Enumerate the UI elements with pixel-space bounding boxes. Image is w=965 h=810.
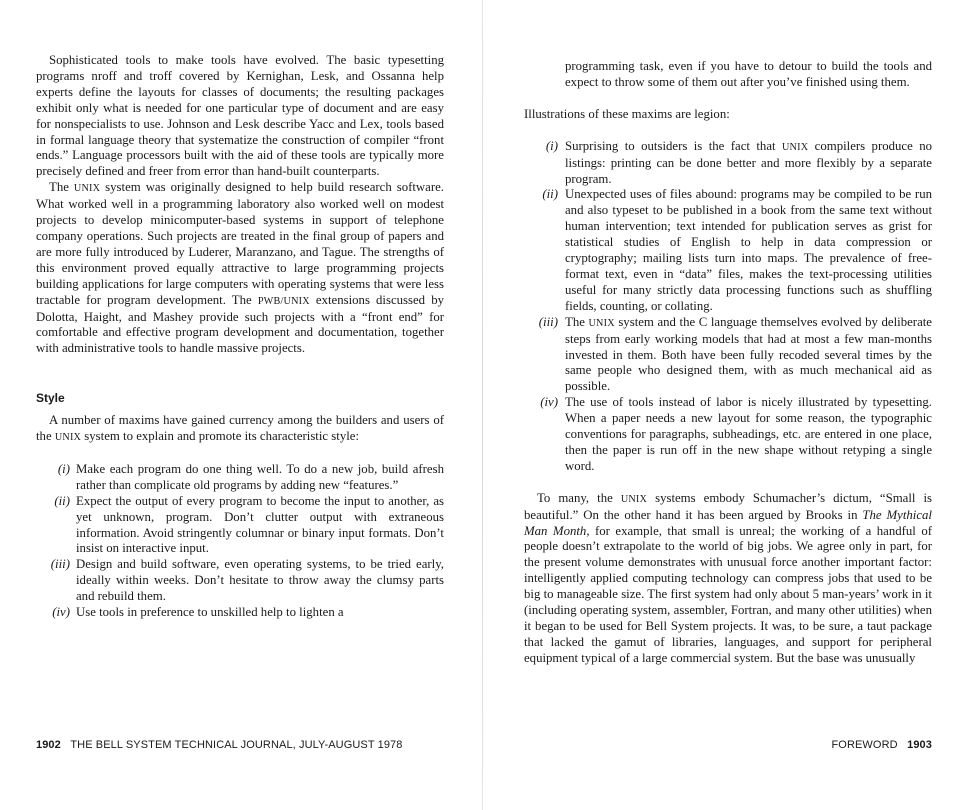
item-number: (i) <box>545 138 558 153</box>
item-number: (iii) <box>50 557 70 572</box>
page-gutter <box>482 0 483 810</box>
maxims-list <box>36 462 444 621</box>
page-number: 1903 <box>907 739 932 751</box>
item-number: (ii) <box>54 493 70 508</box>
small-caps-pwb-unix: PWB/UNIX <box>257 295 310 307</box>
list-item: (iii) The UNIX system and the C language themselves evolved by deliberate steps from early working models that had at most a few man-months invested in them. Both have been fully recoded several times by the same people who designed them, with as much mechanical aid as possible. <box>524 315 932 396</box>
list-item: (i) Make each program do one thing well. To do a new job, build afresh rather than complicate old programs by adding new “features.” <box>36 462 444 494</box>
list-item: (iv) The use of tools instead of labor is nicely illustrated by typesetting. When a paper needs a new layout for some reason, the typographic conventions for paragraphs, subheadings, etc. are entered in one place, then the paper is run off in the new shape without retyping a single word. <box>524 395 932 475</box>
list-item: programming task, even if you have to detour to build the tools and expect to throw some of them out after you’ve finished using them. <box>565 59 932 89</box>
small-caps-unix: UNIX <box>73 183 101 195</box>
page-footer-left <box>36 739 403 751</box>
item-number: (iii) <box>538 314 558 329</box>
illustrations-list <box>524 139 932 475</box>
section-heading-style: Style <box>36 391 65 406</box>
paragraph-small-is-beautiful: To many, the UNIX systems embody Schumacher’s dictum, “Small is beautiful.” On the other hand it has been argued by Brooks in The Mythical Man Month, for example, that small is unreal; the working of a handful of people doesn’t extrapolate to the world of big jobs. We agree only in part, for the present volume demonstrates with unusual force another important factor: intelligently applied computing technology can compress jobs that used to be big to manageable size. The first system had only about 5 man-years’ work in it (including operating system, assembler, Fortran, and many other utilities) when it began to be used for Bell System projects. It was, to be sure, a taut package that lacked the gamut of libraries, languages, and support for peripheral equipment typical of a large commercial system. But the base was unusually <box>524 490 932 665</box>
list-item: (ii) Unexpected uses of files abound: programs may be compiled to be run and also typeset to be published in a book from the same text without human intervention; text intended for publication serves as grist for statistical studies of English to help in data compression or cryptography; mailing lists turn into maps. The prevalence of free-format text, even in “data” files, makes the text-processing utilities useful for many strictly data processing functions such as shuffling fields, counting, or collating. <box>524 187 932 314</box>
item-number: (iv) <box>52 605 70 620</box>
page-footer-right <box>831 739 932 751</box>
left-page <box>36 0 444 810</box>
book-title: The Mythical Man Month, <box>524 507 932 538</box>
running-footer-title: FOREWORD <box>831 739 898 751</box>
list-item: (ii) Expect the output of every program to become the input to another, as yet unknown, program. Don’t clutter output with extraneous information. Avoid stringently columnar or binary input formats. Don’t insist on interactive input. <box>36 494 444 558</box>
list-item: (i) Surprising to outsiders is the fact that UNIX compilers produce no listings: printing can be done better and more flexibly by a separate program. <box>524 139 932 188</box>
item-number: (ii) <box>542 187 558 202</box>
small-caps-unix: UNIX <box>620 493 648 505</box>
maxim-continuation <box>524 59 932 91</box>
small-caps-unix: UNIX <box>588 317 615 329</box>
page-number: 1902 <box>36 739 61 751</box>
list-item: (iii) Design and build software, even operating systems, to be tried early, ideally within weeks. Don’t hesitate to throw away the clumsy parts and rebuild them. <box>36 557 444 605</box>
paragraph-illustrations-intro: Illustrations of these maxims are legion: <box>524 106 730 121</box>
paragraph-unix-origins: The UNIX system was originally designed to help build research software. What worked well in a programming laboratory also worked well on modest projects to develop minicomputer-based systems in support of telephone company operations. Such projects are treated in the final group of papers and are more fully introduced by Luderer, Maranzano, and Tague. The strengths of this environment proved equally attractive to large programming projects building applications for large computers with operating systems that were less tractable for program development. The PWB/UNIX extensions discussed by Dolotta, Haight, and Mashey provide such projects with a “front end” for comfortable and effective program development and documentation, together with administrative tools to handle massive projects. <box>36 180 444 356</box>
item-number: (iv) <box>540 395 558 410</box>
item-number: (i) <box>57 461 70 476</box>
left-page-body <box>36 53 444 621</box>
small-caps-unix: UNIX <box>54 432 82 444</box>
right-page <box>524 0 932 810</box>
right-page-body <box>524 59 932 667</box>
paragraph-maxims-intro: A number of maxims have gained currency among the builders and users of the UNIX system to explain and promote its characteristic style: <box>36 413 444 444</box>
paragraph-tools: Sophisticated tools to make tools have evolved. The basic typesetting programs nroff and troff covered by Kernighan, Lesk, and Ossanna help experts define the layouts for classes of documents; the resulting packages exhibit only what is needed for one particular type of document and are easy for nonspecialists to use. Johnson and Lesk describe Yacc and Lex, tools based in formal language theory that systematize the construction of compiler “front ends.” Language processors built with the aid of these tools are typically more precisely defined and freer from error than hand-built counterparts. <box>36 53 444 179</box>
running-footer-title: THE BELL SYSTEM TECHNICAL JOURNAL, JULY-AUGUST 1978 <box>70 739 403 751</box>
list-item: (iv) Use tools in preference to unskilled help to lighten a <box>36 605 444 621</box>
small-caps-unix: UNIX <box>781 141 809 153</box>
